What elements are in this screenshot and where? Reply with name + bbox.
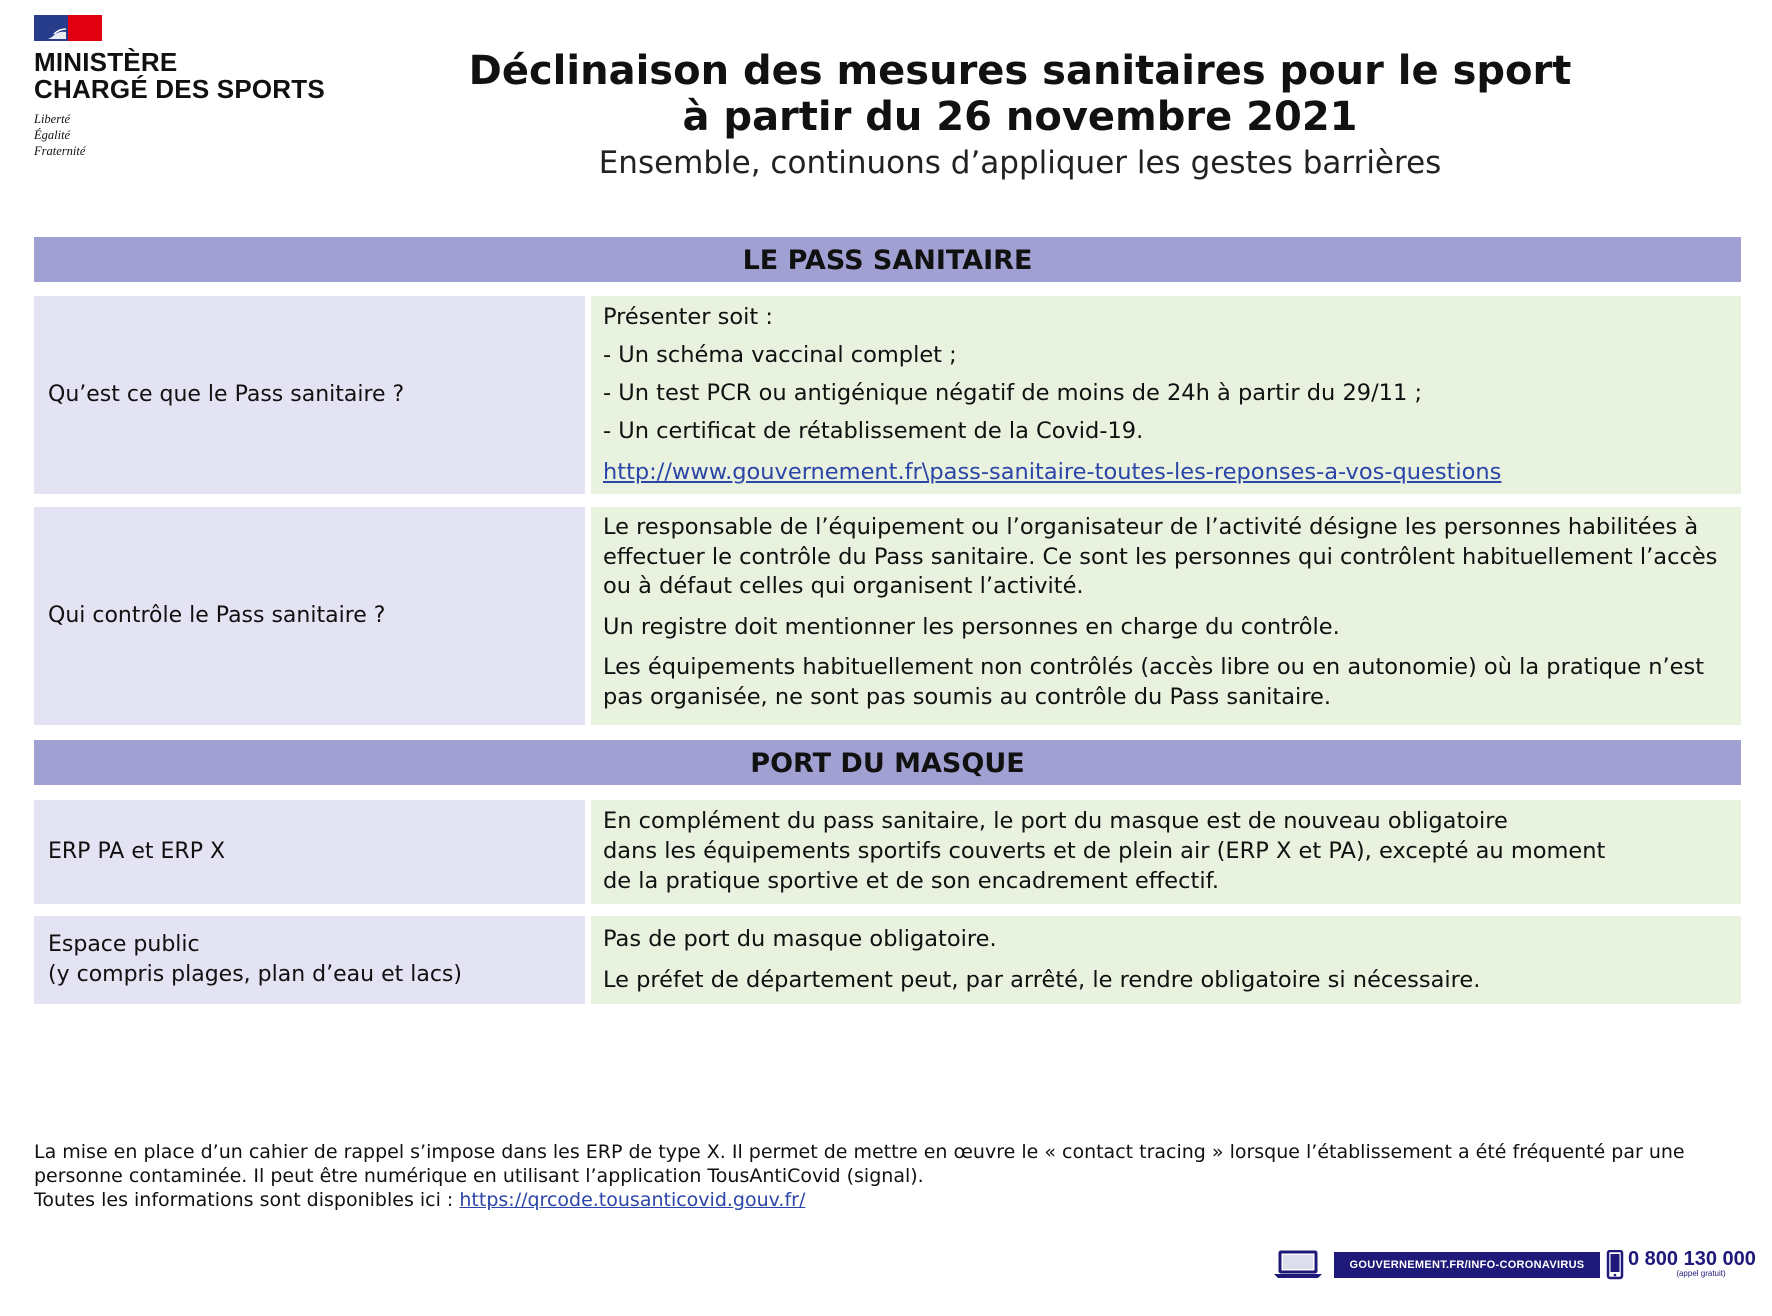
page-title-line2: à partir du 26 novembre 2021 [682,94,1358,140]
row-label [34,296,585,494]
row-label [34,800,585,904]
phone-number[interactable]: 0 800 130 000 [1628,1248,1756,1270]
content-paragraph: Le responsable de l’équipement ou l’organisateur de l’activité désigne les personnes habilitées à effectuer le contrôle du Pass sanitaire. Ce sont les personnes qui contrôlent habituellement l’accès ou à défaut celles qui organisent l’activité. [603,514,1718,599]
row-label [34,507,585,725]
ministry-logo [34,15,325,159]
row-content [591,507,1741,725]
footer-note [34,1140,1744,1212]
laptop-icon [1272,1250,1324,1284]
gov-info-badge[interactable]: GOUVERNEMENT.FR/INFO-CORONAVIRUS [1334,1252,1600,1278]
motto-fraternite: Fraternité [34,144,86,158]
footer-note-text: La mise en place d’un cahier de rappel s’impose dans les ERP de type X. Il permet de mettre en œuvre le « contact tracing » lorsque l’établissement a été fréquenté par une personne contaminée. Il peut être numérique en utilisant l’application TousAntiCovid (signal). [34,1141,1685,1187]
footer-note-prefix: Toutes les informations sont disponibles ici : [34,1189,460,1211]
ministry-name-line1: MINISTÈRE [34,47,178,77]
page-subtitle: Ensemble, continuons d’appliquer les gestes barrières [598,145,1442,181]
content-line: - Un certificat de rétablissement de la Covid-19. [603,418,1144,444]
marianne-flag-icon [34,15,102,41]
content-line: dans les équipements sportifs couverts et de plein air (ERP X et PA), excepté au moment [603,838,1606,864]
row-content [591,296,1741,494]
row-label-text: (y compris plages, plan d’eau et lacs) [48,962,462,987]
row-content [591,800,1741,904]
tousanticovid-link[interactable]: https://qrcode.tousanticovid.gouv.fr/ [459,1189,806,1211]
content-line: Présenter soit : [603,304,773,330]
section-heading-pass: LE PASS SANITAIRE [34,237,1741,282]
motto-liberte: Liberté [34,112,71,126]
table-row [34,296,1741,494]
content-paragraph: Un registre doit mentionner les personnes en charge du contrôle. [603,613,1340,640]
table-row [34,507,1741,725]
row-label-text: Espace public [48,932,200,957]
row-label-text: Qui contrôle le Pass sanitaire ? [48,603,386,628]
motto-egalite: Égalité [34,128,71,142]
table-row [34,800,1741,904]
row-label [34,916,585,1004]
table-row [34,916,1741,1004]
page-title-line1: Déclinaison des mesures sanitaires pour le sport [468,48,1572,94]
pass-sanitaire-link[interactable]: http://www.gouvernement.fr\pass-sanitaire-toutes-les-reponses-a-vos-questions [603,459,1502,485]
content-paragraph: Pas de port du masque obligatoire. [603,926,997,952]
content-paragraph: Le préfet de département peut, par arrêté, le rendre obligatoire si nécessaire. [603,967,1481,993]
content-line: En complément du pass sanitaire, le port du masque est de nouveau obligatoire [603,808,1508,834]
contact-strip [1272,1244,1772,1284]
content-paragraph: Les équipements habituellement non contrôlés (accès libre ou en autonomie) où la pratique n’est pas organisée, ne sont pas soumis au contrôle du Pass sanitaire. [603,654,1705,710]
content-line: - Un test PCR ou antigénique négatif de moins de 24h à partir du 29/11 ; [603,380,1423,406]
content-line: - Un schéma vaccinal complet ; [603,342,957,368]
content-line: de la pratique sportive et de son encadrement effectif. [603,868,1220,894]
row-label-text: Qu’est ce que le Pass sanitaire ? [48,382,405,407]
phone-icon [1606,1250,1624,1284]
section-heading-masque: PORT DU MASQUE [34,740,1741,785]
row-label-text: ERP PA et ERP X [48,839,226,864]
ministry-name-line2: CHARGÉ DES SPORTS [34,74,325,104]
row-content [591,916,1741,1004]
phone-note: (appel gratuit) [1676,1269,1726,1278]
republic-motto [34,111,325,159]
